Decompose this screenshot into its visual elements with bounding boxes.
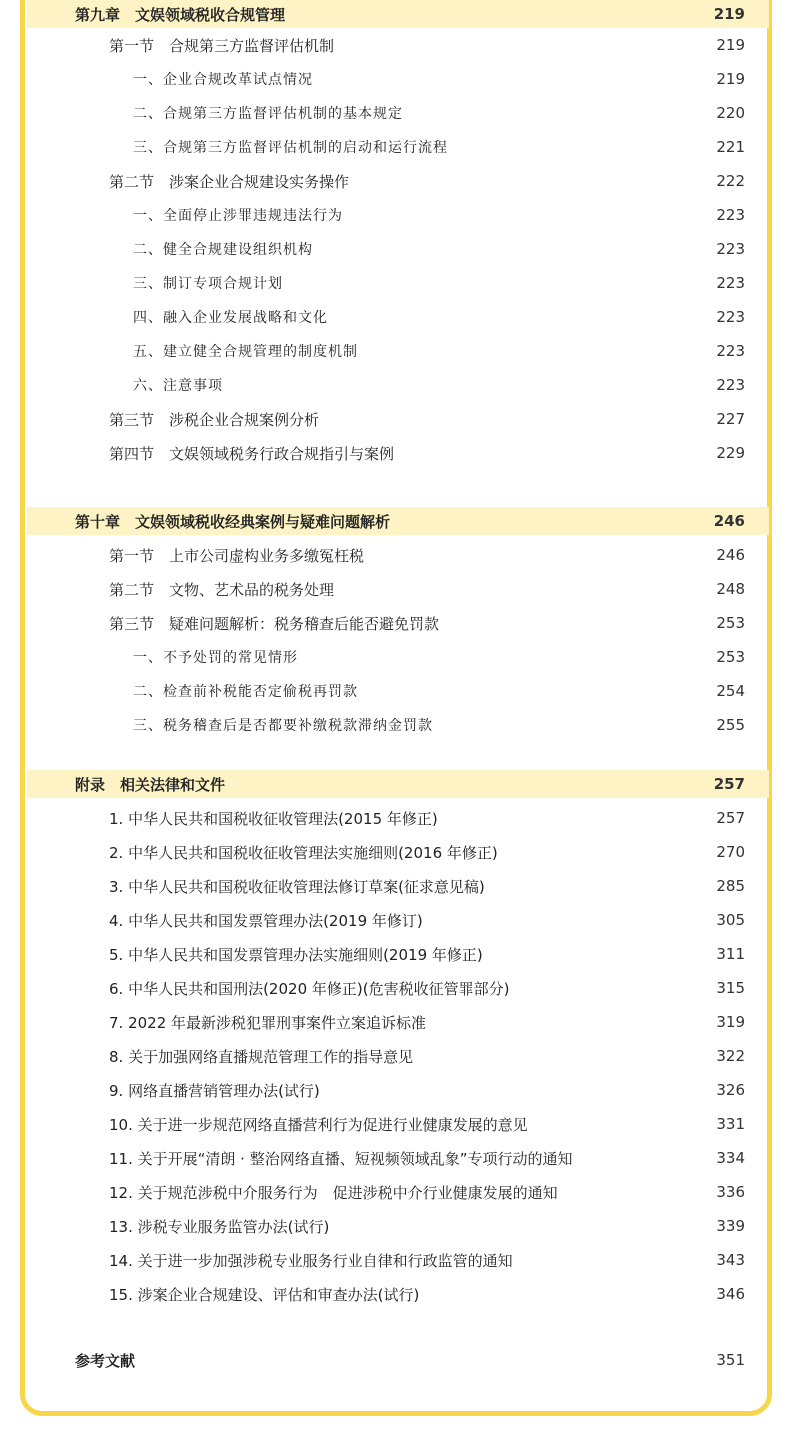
toc-entry[interactable] <box>27 371 769 399</box>
page-number: 253 <box>716 614 745 632</box>
page-number: 254 <box>716 682 745 700</box>
page-number: 285 <box>716 877 745 895</box>
appendix-item-title: 2. 中华人民共和国税收征收管理法实施细则(2016 年修正) <box>109 843 498 862</box>
toc-entry[interactable] <box>27 31 769 59</box>
section-title: 第四节 文娱领域税务行政合规指引与案例 <box>109 444 395 463</box>
toc-entry[interactable] <box>27 235 769 263</box>
appendix-item[interactable] <box>27 872 769 900</box>
subsection-title: 二、健全合规建设组织机构 <box>133 242 313 258</box>
page-number: 246 <box>713 512 745 530</box>
page-number: 322 <box>716 1047 745 1065</box>
page-number: 315 <box>716 979 745 997</box>
toc-entry[interactable] <box>27 711 769 739</box>
appendix-item[interactable] <box>27 940 769 968</box>
page-number: 334 <box>716 1149 745 1167</box>
chapter-9-heading[interactable] <box>27 0 769 28</box>
page-number: 222 <box>716 172 745 190</box>
page-number: 255 <box>716 716 745 734</box>
page-number: 326 <box>716 1081 745 1099</box>
toc-entry[interactable] <box>27 133 769 161</box>
subsection-title: 一、不予处罚的常见情形 <box>133 650 298 666</box>
section-title: 第三节 疑难问题解析：税务稽查后能否避免罚款 <box>109 614 440 633</box>
subsection-title: 一、全面停止涉罪违规违法行为 <box>133 208 343 224</box>
appendix-item-title: 15. 涉案企业合规建设、评估和审查办法(试行) <box>109 1285 420 1304</box>
appendix-item[interactable] <box>27 1246 769 1274</box>
page-number: 270 <box>716 843 745 861</box>
appendix-title: 附录 相关法律和文件 <box>75 775 226 794</box>
toc-entry[interactable] <box>27 405 769 433</box>
page-number: 343 <box>716 1251 745 1269</box>
toc-entry[interactable] <box>27 99 769 127</box>
appendix-item[interactable] <box>27 804 769 832</box>
page-number: 246 <box>716 546 745 564</box>
section-title: 第二节 涉案企业合规建设实务操作 <box>109 172 350 191</box>
toc-entry[interactable] <box>27 201 769 229</box>
subsection-title: 二、检查前补税能否定偷税再罚款 <box>133 684 358 700</box>
page-number: 311 <box>716 945 745 963</box>
page-number: 257 <box>716 809 745 827</box>
page-number: 227 <box>716 410 745 428</box>
toc-entry[interactable] <box>27 643 769 671</box>
references-heading[interactable] <box>27 1346 769 1374</box>
appendix-item[interactable] <box>27 838 769 866</box>
page-number: 346 <box>716 1285 745 1303</box>
page-number: 223 <box>716 376 745 394</box>
toc-entry[interactable] <box>27 575 769 603</box>
appendix-item[interactable] <box>27 906 769 934</box>
toc-entry[interactable] <box>27 541 769 569</box>
appendix-item[interactable] <box>27 1076 769 1104</box>
appendix-item-title: 5. 中华人民共和国发票管理办法实施细则(2019 年修正) <box>109 945 483 964</box>
page-number: 223 <box>716 308 745 326</box>
appendix-item-title: 11. 关于开展“清朗 · 整治网络直播、短视频领域乱象”专项行动的通知 <box>109 1149 573 1168</box>
section-title: 第三节 涉税企业合规案例分析 <box>109 410 320 429</box>
appendix-item-title: 8. 关于加强网络直播规范管理工作的指导意见 <box>109 1047 414 1066</box>
appendix-item[interactable] <box>27 1008 769 1036</box>
toc-entry[interactable] <box>27 677 769 705</box>
page-number: 220 <box>716 104 745 122</box>
subsection-title: 三、制订专项合规计划 <box>133 276 283 292</box>
toc-entry[interactable] <box>27 167 769 195</box>
toc-entry[interactable] <box>27 269 769 297</box>
page-number: 221 <box>716 138 745 156</box>
subsection-title: 五、建立健全合规管理的制度机制 <box>133 344 358 360</box>
chapter-10-heading[interactable] <box>27 507 769 535</box>
section-title: 第一节 上市公司虚构业务多缴冤枉税 <box>109 546 365 565</box>
page-number: 257 <box>713 775 745 793</box>
page-number: 248 <box>716 580 745 598</box>
appendix-item-title: 10. 关于进一步规范网络直播营利行为促进行业健康发展的意见 <box>109 1115 528 1134</box>
section-title: 第一节 合规第三方监督评估机制 <box>109 36 335 55</box>
toc-entry[interactable] <box>27 337 769 365</box>
subsection-title: 三、合规第三方监督评估机制的启动和运行流程 <box>133 140 448 156</box>
appendix-item-title: 6. 中华人民共和国刑法(2020 年修正)(危害税收征管罪部分) <box>109 979 510 998</box>
subsection-title: 二、合规第三方监督评估机制的基本规定 <box>133 106 403 122</box>
chapter-title: 第十章 文娱领域税收经典案例与疑难问题解析 <box>75 512 391 531</box>
page-number: 253 <box>716 648 745 666</box>
appendix-item[interactable] <box>27 1042 769 1070</box>
page-number: 319 <box>716 1013 745 1031</box>
appendix-item[interactable] <box>27 1178 769 1206</box>
appendix-item[interactable] <box>27 974 769 1002</box>
page-number: 305 <box>716 911 745 929</box>
appendix-item[interactable] <box>27 1110 769 1138</box>
appendix-item[interactable] <box>27 1144 769 1172</box>
appendix-item-title: 3. 中华人民共和国税收征收管理法修订草案(征求意见稿) <box>109 877 485 896</box>
subsection-title: 六、注意事项 <box>133 378 223 394</box>
toc-entry[interactable] <box>27 303 769 331</box>
toc-entry[interactable] <box>27 65 769 93</box>
subsection-title: 三、税务稽查后是否都要补缴税款滞纳金罚款 <box>133 718 433 734</box>
appendix-item-title: 9. 网络直播营销管理办法(试行) <box>109 1081 320 1100</box>
appendix-item-title: 1. 中华人民共和国税收征收管理法(2015 年修正) <box>109 809 438 828</box>
page-number: 351 <box>716 1351 745 1369</box>
section-title: 第二节 文物、艺术品的税务处理 <box>109 580 335 599</box>
appendix-item-title: 7. 2022 年最新涉税犯罪刑事案件立案追诉标准 <box>109 1013 427 1032</box>
page-number: 219 <box>716 70 745 88</box>
appendix-item-title: 14. 关于进一步加强涉税专业服务行业自律和行政监管的通知 <box>109 1251 513 1270</box>
page-number: 219 <box>716 36 745 54</box>
subsection-title: 四、融入企业发展战略和文化 <box>133 310 328 326</box>
subsection-title: 一、企业合规改革试点情况 <box>133 72 313 88</box>
appendix-item[interactable] <box>27 1212 769 1240</box>
references-title: 参考文献 <box>75 1351 136 1370</box>
appendix-item[interactable] <box>27 1280 769 1308</box>
page-number: 223 <box>716 274 745 292</box>
toc-entry[interactable] <box>27 439 769 467</box>
page-number: 229 <box>716 444 745 462</box>
page-number: 336 <box>716 1183 745 1201</box>
toc-entry[interactable] <box>27 609 769 637</box>
chapter-title: 第九章 文娱领域税收合规管理 <box>75 5 286 24</box>
appendix-item-title: 12. 关于规范涉税中介服务行为 促进涉税中介行业健康发展的通知 <box>109 1183 558 1202</box>
appendix-heading[interactable] <box>27 770 769 798</box>
page-number: 223 <box>716 240 745 258</box>
page-number: 219 <box>713 5 745 23</box>
page-number: 223 <box>716 206 745 224</box>
appendix-item-title: 13. 涉税专业服务监管办法(试行) <box>109 1217 330 1236</box>
page-number: 223 <box>716 342 745 360</box>
page-number: 331 <box>716 1115 745 1133</box>
page-number: 339 <box>716 1217 745 1235</box>
appendix-item-title: 4. 中华人民共和国发票管理办法(2019 年修订) <box>109 911 423 930</box>
